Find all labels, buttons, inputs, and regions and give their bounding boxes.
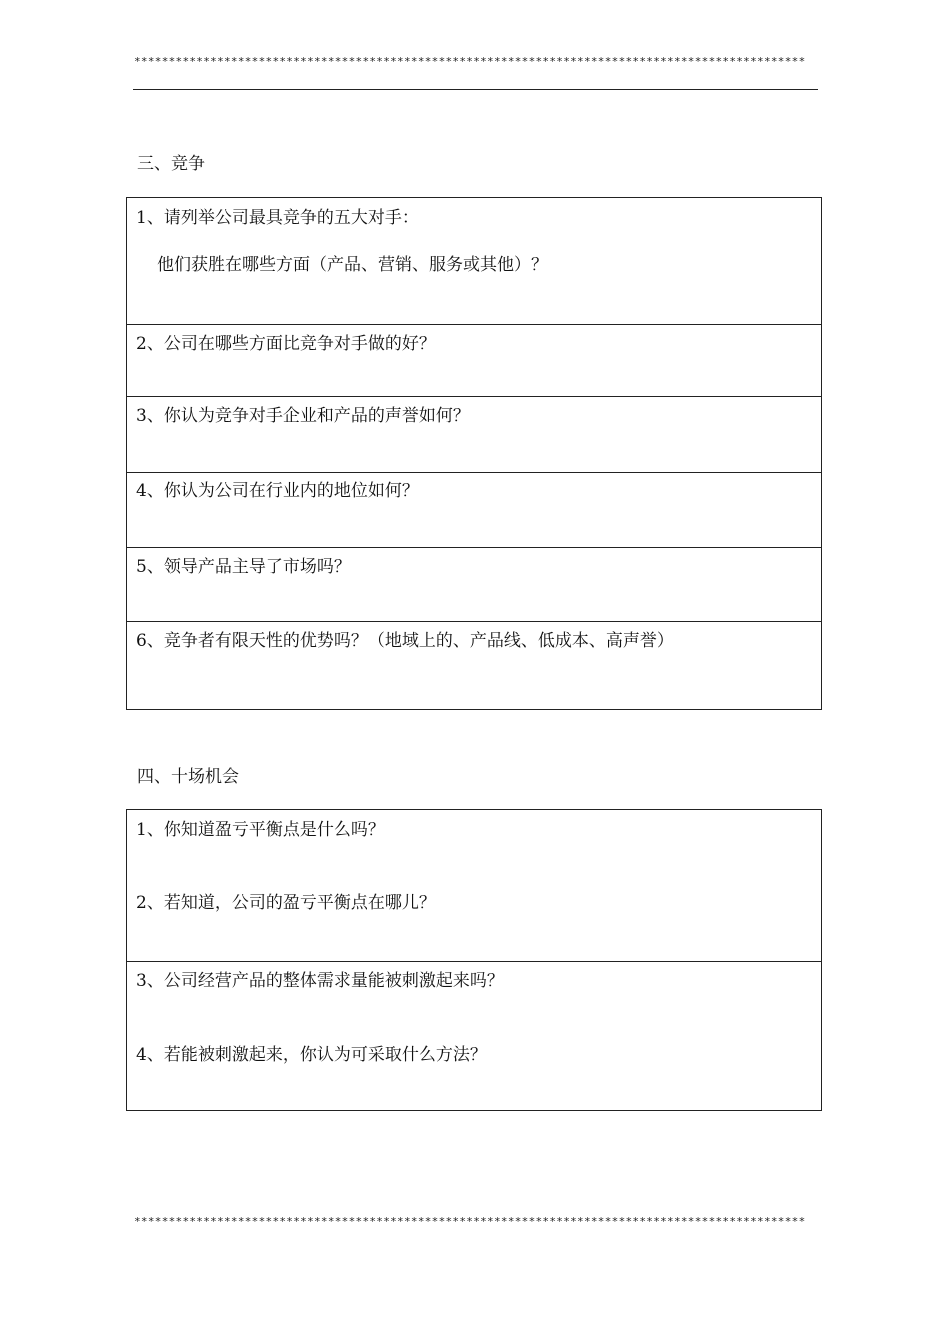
competition-table — [126, 197, 822, 710]
question-text: 1、你知道盈亏平衡点是什么吗？ — [136, 820, 385, 840]
question-text: 5、领导产品主导了市场吗？ — [136, 557, 351, 577]
table-row — [127, 396, 821, 472]
question-text: 3、你认为竞争对手企业和产品的声誉如何？ — [136, 406, 470, 426]
table-row — [127, 810, 821, 961]
footer-stars: ************************************************************************************************* — [134, 1215, 806, 1228]
market-opportunity-table — [126, 809, 822, 1111]
table-row — [127, 472, 821, 547]
question-text: 2、公司在哪些方面比竞争对手做的好？ — [136, 334, 436, 354]
section4-title: 四、十场机会 — [137, 767, 239, 787]
table-row — [127, 324, 821, 396]
question-text: 2、若知道，公司的盈亏平衡点在哪儿？ — [136, 893, 436, 913]
header-rule — [133, 89, 818, 90]
table-row — [127, 547, 821, 621]
question-text: 4、若能被刺激起来，你认为可采取什么方法？ — [136, 1045, 487, 1065]
table-row — [127, 621, 821, 709]
question-text: 3、公司经营产品的整体需求量能被刺激起来吗？ — [136, 971, 504, 991]
table-row — [127, 198, 821, 324]
question-text: 6、竞争者有限天性的优势吗？（地域上的、产品线、低成本、高声誉） — [136, 631, 674, 651]
question-text: 1、请列举公司最具竞争的五大对手： — [136, 208, 419, 228]
question-text: 4、你认为公司在行业内的地位如何？ — [136, 481, 419, 501]
section3-title: 三、竞争 — [137, 154, 205, 174]
table-row — [127, 961, 821, 1110]
question-text: 他们获胜在哪些方面（产品、营销、服务或其他）？ — [157, 255, 548, 275]
header-stars: ************************************************************************************************* — [134, 55, 806, 68]
